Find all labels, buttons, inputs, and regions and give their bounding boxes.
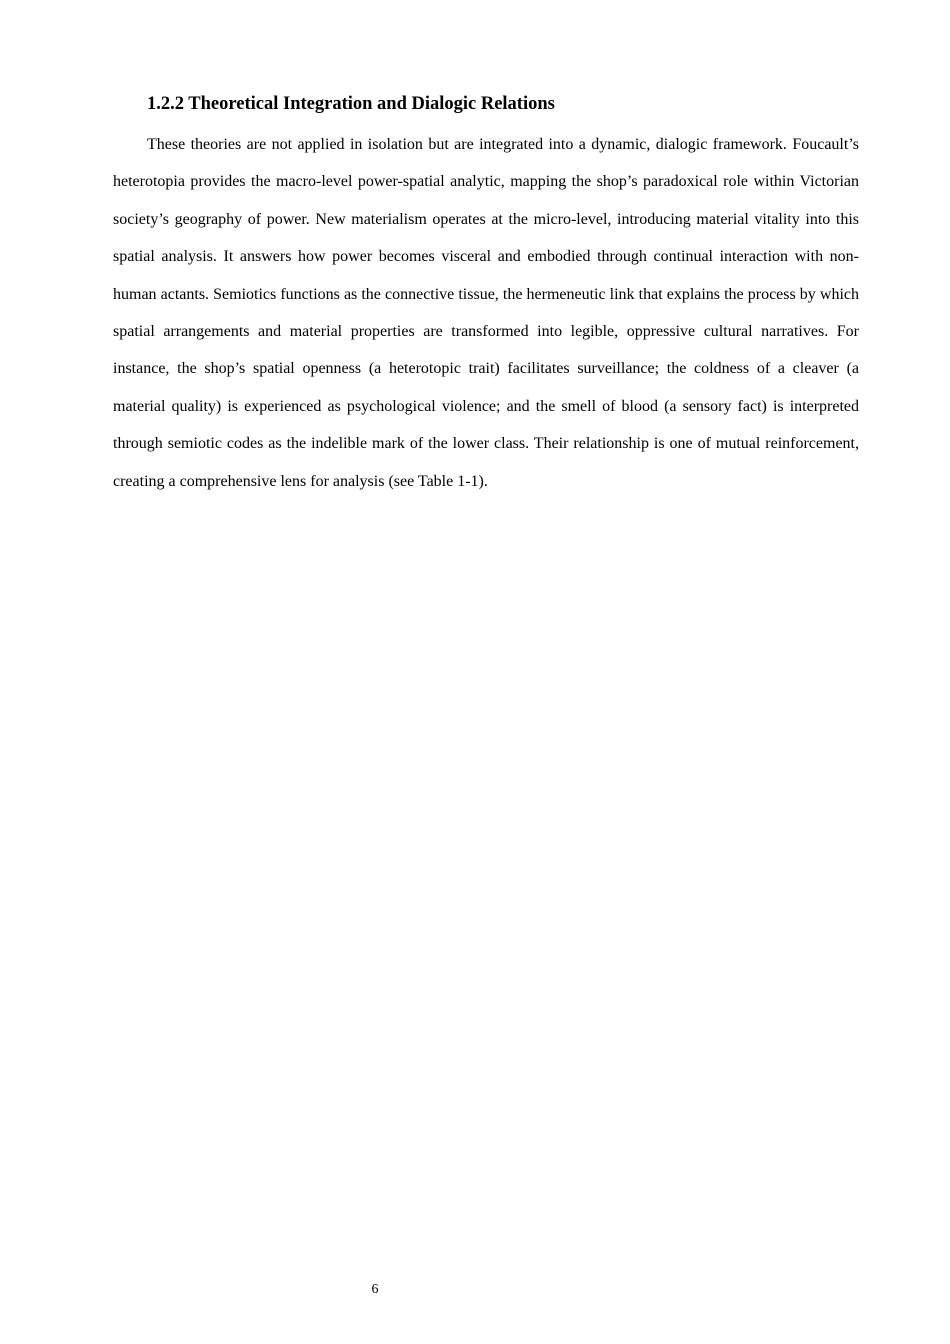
section-heading: 1.2.2 Theoretical Integration and Dialogic Relations xyxy=(147,94,555,114)
page-number: 6 xyxy=(371,1282,379,1297)
body-paragraph: These theories are not applied in isolation but are integrated into a dynamic, dialogic framework. Foucault’s heterotopia provides the macro-level power-spatial analytic, mapping the shop’s paradoxical role within Victorian society’s geography of power. New materialism operates at the micro-level, introducing material vitality into this spatial analysis. It answers how power becomes visceral and embodied through continual interaction with non-human actants. Semiotics functions as the connective tissue, the hermeneutic link that explains the process by which spatial arrangements and material properties are transformed into legible, oppressive cultural narratives. For instance, the shop’s spatial openness (a heterotopic trait) facilitates surveillance; the coldness of a cleaver (a material quality) is experienced as psychological violence; and the smell of blood (a sensory fact) is interpreted through semiotic codes as the indelible mark of the lower class. Their relationship is one of mutual reinforcement, creating a comprehensive lens for analysis (see Table 1-1). xyxy=(113,136,859,490)
